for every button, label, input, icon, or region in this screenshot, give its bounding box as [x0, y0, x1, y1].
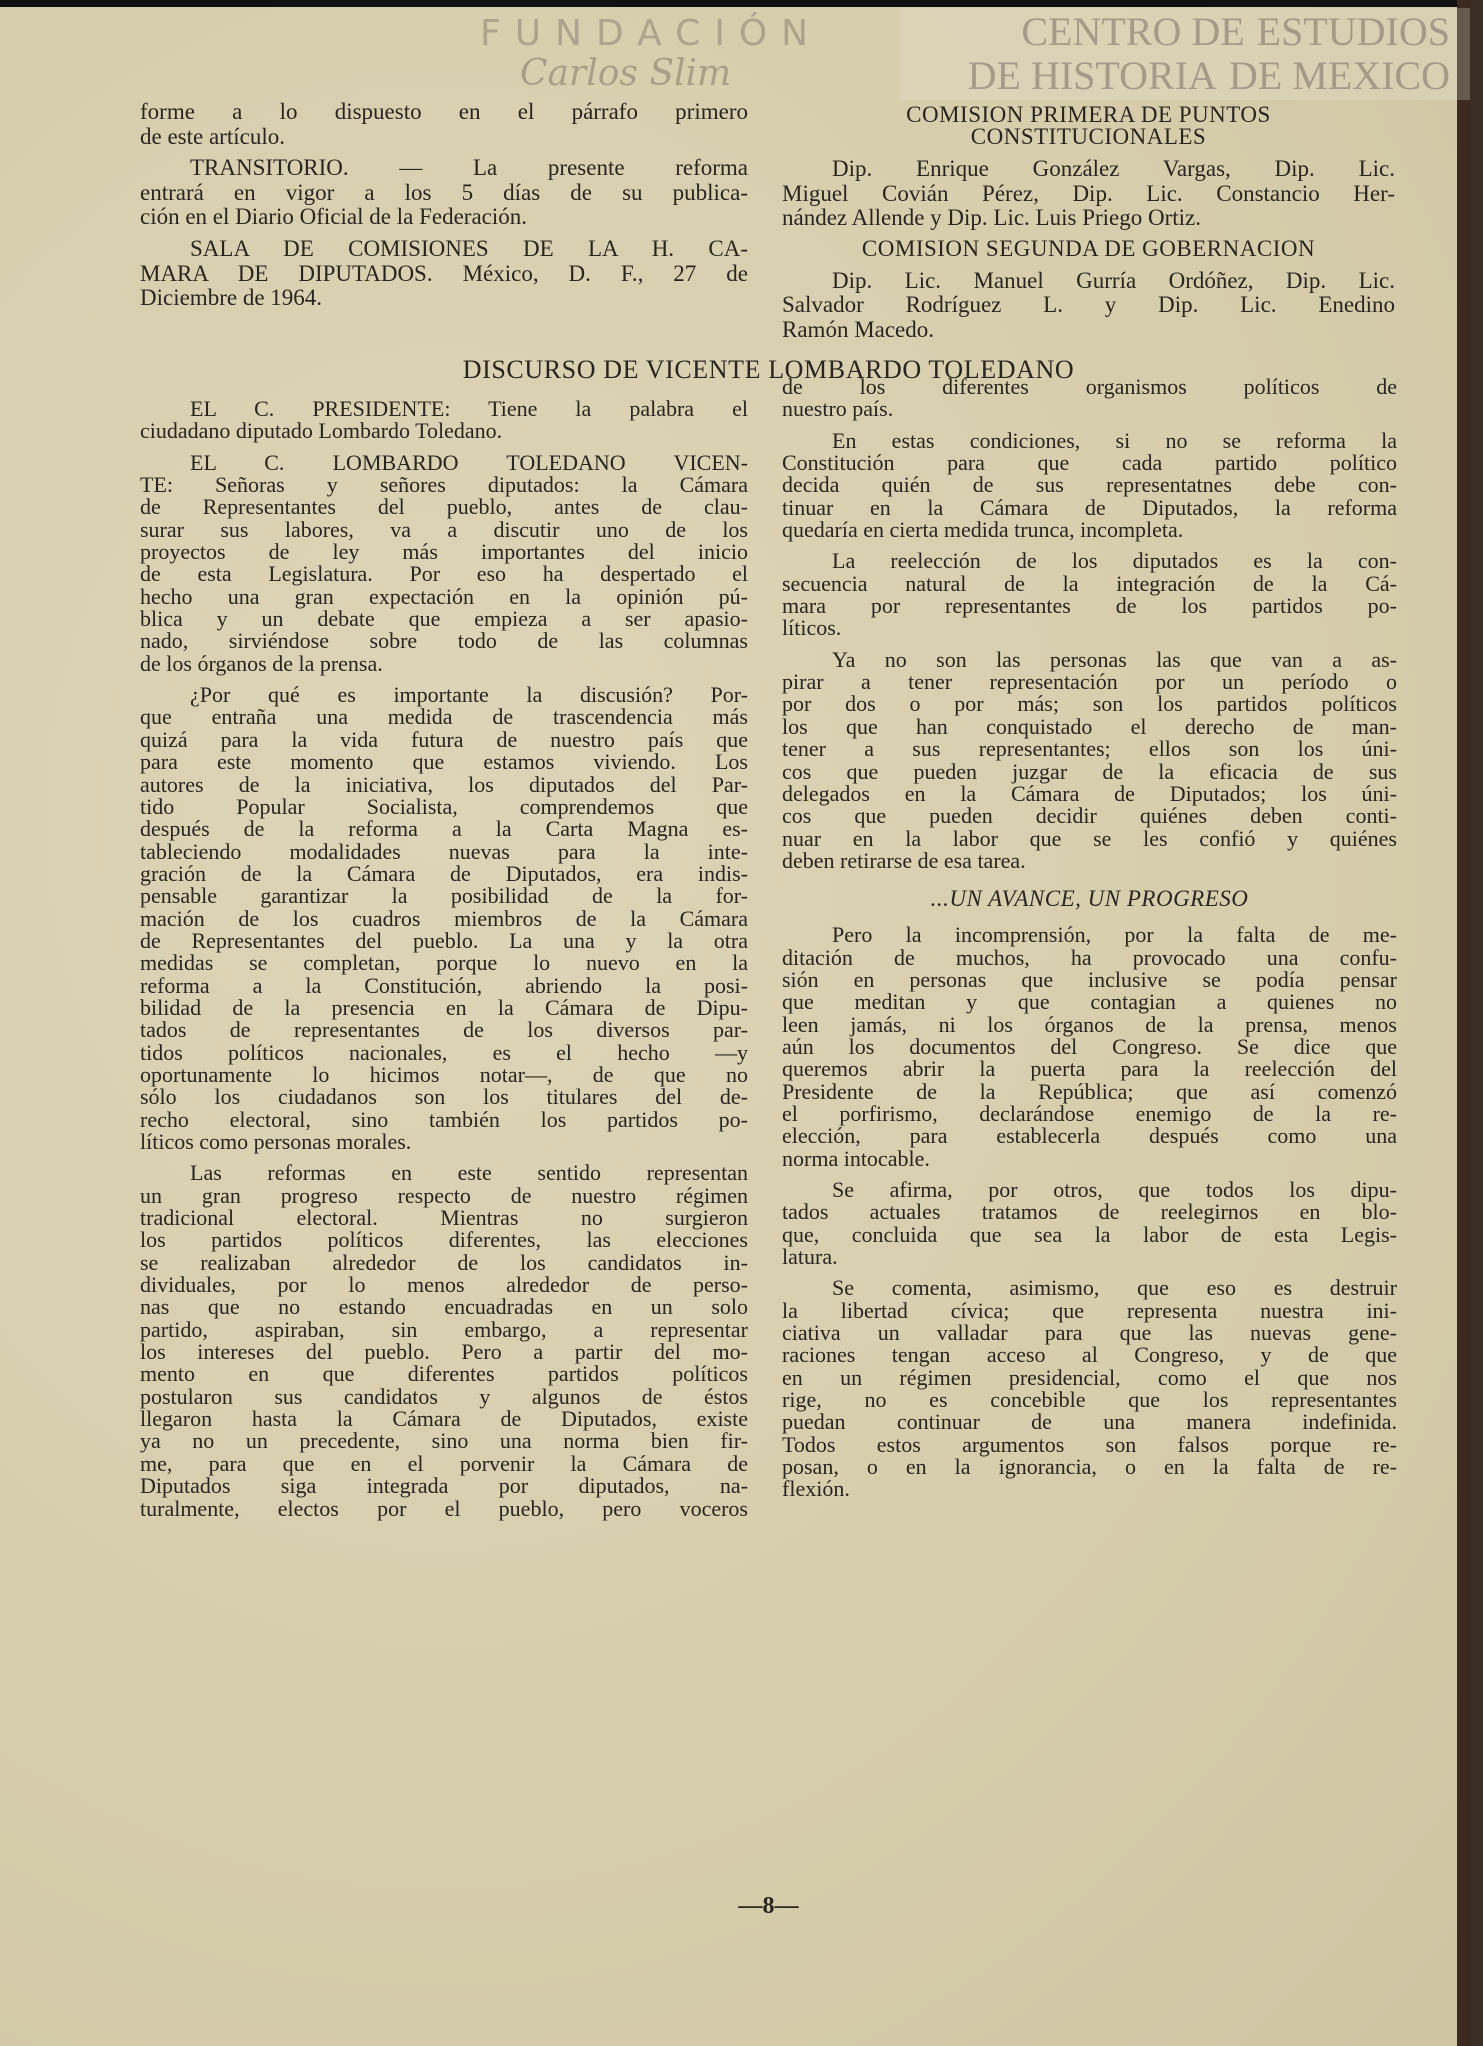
text-line: Ya no son las personas las que van a as- — [832, 646, 1397, 672]
text-line: Pero la incomprensión, por la falta de me- — [832, 922, 1397, 948]
text-line: decida quién de sus representatnes debe con- — [782, 472, 1397, 498]
text-line: el porfirismo, declarándose enemigo de la re- — [782, 1100, 1397, 1126]
text-line: me, para que en el porvenir la Cámara de — [140, 1450, 748, 1476]
text-line: de Representantes del pueblo. La una y la otra — [140, 927, 748, 953]
text-line: nuar en la labor que se les confió y quiénes — [782, 825, 1397, 851]
text-line: los que han conquistado el derecho de man- — [782, 713, 1397, 739]
paragraph — [782, 1277, 1397, 1500]
text-line: Diputados siga integrada por diputados, na- — [140, 1473, 748, 1499]
text-line: queremos abrir la puerta para la reelección del — [782, 1056, 1397, 1082]
text-line: postularon sus candidatos y algunos de éstos — [140, 1383, 748, 1409]
text-line: nuestro país. — [782, 396, 894, 422]
paragraph — [140, 449, 748, 676]
watermark-row — [956, 54, 1450, 98]
text-line: que meditan y que contagian a quienes no — [782, 989, 1397, 1015]
text-line: Salvador Rodríguez L. y Dip. Lic. Enedino — [782, 292, 1395, 318]
text-line: ya no un precedente, sino una norma bien fir- — [140, 1428, 748, 1454]
text-line: Miguel Covián Pérez, Dip. Lic. Constancio Her- — [782, 180, 1395, 206]
commission2-heading: COMISION SEGUNDA DE GOBERNACION — [861, 235, 1316, 261]
text-line: cos que pueden decidir quiénes deben conti- — [782, 803, 1397, 829]
text-line: ción en el Diario Oficial de la Federación. — [140, 204, 528, 230]
text-line: tido Popular Socialista, comprendemos que — [140, 793, 748, 819]
paragraph — [140, 100, 748, 149]
text-line: Dip. Enrique González Vargas, Dip. Lic. — [832, 156, 1395, 181]
text-line: SALA DE COMISIONES DE LA H. CA- — [190, 235, 748, 261]
paragraph — [140, 1162, 748, 1520]
top-right-section — [782, 104, 1395, 350]
archive-watermark — [900, 8, 1470, 100]
text-line: delegados en la Cámara de Diputados; los úni- — [782, 780, 1397, 806]
text-line: La reelección de los diputados es la con- — [832, 548, 1397, 574]
text-line: de este artículo. — [140, 123, 285, 149]
text-line: cos que pueden juzgar de la eficacia de sus — [782, 758, 1397, 784]
text-line: ciudadano diputado Lombardo Toledano. — [140, 418, 503, 444]
text-line: un gran progreso respecto de nuestro régimen — [140, 1182, 748, 1208]
text-line: Todos estos argumentos son falsos porque re- — [782, 1431, 1397, 1457]
paragraph — [140, 156, 748, 230]
text-line: reforma a la Constitución, abriendo la posi- — [140, 972, 748, 998]
commission2-members — [782, 269, 1395, 343]
paragraph — [782, 1277, 1397, 1500]
text-line: TE: Señoras y señores diputados: la Cámara — [140, 472, 748, 498]
text-line: de Representantes del pueblo, antes de clau- — [140, 494, 748, 520]
text-line: deben retirarse de esa tarea. — [782, 847, 1026, 873]
text-line: tados de representantes de los diversos par- — [140, 1017, 748, 1043]
text-line: quizá para la vida futura de nuestro país que — [140, 726, 748, 752]
text-line: ciativa un valladar para que las nuevas gene- — [782, 1320, 1397, 1346]
text-line: pirar a tener representación por un período o — [782, 669, 1397, 695]
commission1-heading: COMISION PRIMERA DE PUNTOS — [906, 102, 1271, 127]
scan-right-edge — [1457, 0, 1470, 2046]
text-line: Se afirma, por otros, que todos los dipu- — [832, 1177, 1397, 1202]
text-line: flexión. — [782, 1476, 850, 1502]
text-line: de los diferentes organismos políticos de — [782, 374, 1397, 399]
text-line: secuencia natural de la integración de la Cá- — [782, 570, 1397, 596]
text-line: llegaron hasta la Cámara de Diputados, existe — [140, 1406, 748, 1432]
text-line: sólo los ciudadanos son los titulares del de- — [140, 1084, 748, 1110]
text-line: Constitución para que cada partido político — [782, 450, 1397, 476]
paragraph — [782, 646, 1397, 873]
paragraph — [782, 427, 1397, 543]
text-line: que entraña una medida de trascendencia más — [140, 704, 748, 730]
text-line: mara por representantes de los partidos po- — [782, 593, 1397, 619]
text-line: después de la reforma a la Carta Magna es- — [140, 816, 748, 842]
text-line: dividuales, por lo menos alrededor de perso- — [140, 1272, 748, 1298]
paragraph — [140, 156, 748, 230]
text-line: MARA DE DIPUTADOS. México, D. F., 27 de — [140, 260, 748, 286]
text-line: ¿Por qué es importante la discusión? Por- — [190, 682, 748, 708]
text-line: pensable garantizar la posibilidad de la for- — [140, 883, 748, 909]
text-line: por dos o por más; son los partidos políticos — [782, 691, 1397, 717]
paragraph — [140, 684, 748, 1153]
text-line: bilidad de la presencia en la Cámara de Dipu- — [140, 994, 748, 1020]
paragraph-group — [140, 398, 748, 1520]
text-line: nández Allende y Dip. Lic. Luis Priego Ortiz. — [782, 205, 1202, 231]
paragraph — [782, 924, 1397, 1170]
text-line: tidos políticos nacionales, es el hecho —y — [140, 1039, 748, 1065]
paragraph — [782, 1179, 1397, 1268]
text-line: turalmente, electos por el pueblo, pero voceros — [140, 1495, 748, 1521]
paragraph — [782, 550, 1397, 639]
paragraph — [782, 550, 1397, 639]
text-line: partido, aspiraban, sin embargo, a representar — [140, 1316, 748, 1342]
text-line: tinuar en la Cámara de Diputados, la reforma — [782, 494, 1397, 520]
paragraph — [782, 924, 1397, 1170]
text-line: latura. — [782, 1244, 838, 1270]
text-line: oportunamente lo hicimos notar—, de que no — [140, 1061, 748, 1087]
text-line: tados actuales tratamos de reelegirnos en blo- — [782, 1199, 1397, 1225]
text-line: para este momento que estamos viviendo. Los — [140, 749, 748, 775]
text-line: los intereses del pueblo. Pero a partir del mo- — [140, 1339, 748, 1365]
text-line: aún los documentos del Congreso. Se dice que — [782, 1033, 1397, 1059]
text-line: medidas se completan, porque lo nuevo en la — [140, 950, 748, 976]
text-line: quedaría en cierta medida trunca, incompleta. — [782, 517, 1184, 543]
text-line: tener a sus representantes; ellos son los úni- — [782, 736, 1397, 762]
paragraph — [782, 376, 1397, 421]
archive-watermark-extra — [480, 14, 880, 94]
watermark-line: ESTUDIOS — [1256, 9, 1450, 54]
commission1-members — [782, 157, 1395, 231]
paragraph — [782, 1179, 1397, 1268]
text-line: forme a lo dispuesto en el párrafo primero — [140, 99, 748, 124]
text-line: líticos como personas morales. — [140, 1129, 412, 1154]
text-line: elección, para establecerla después como una — [782, 1123, 1397, 1149]
text-line: Ramón Macedo. — [782, 316, 935, 342]
text-line: posan, o en la ignorancia, o en la falta de re- — [782, 1454, 1397, 1480]
paragraph-group — [782, 924, 1397, 1501]
scan-top-edge — [0, 0, 1470, 7]
commission1-members — [782, 157, 1395, 231]
text-line: recho electoral, sino también los partidos po- — [140, 1106, 748, 1132]
top-left-section — [140, 100, 748, 318]
text-line: EL C. PRESIDENTE: Tiene la palabra el — [190, 396, 748, 421]
text-line: líticos. — [782, 615, 842, 641]
right-column — [782, 376, 1397, 1510]
paragraph — [140, 398, 748, 443]
text-line: Se comenta, asimismo, que eso es destruir — [832, 1275, 1397, 1301]
watermark-line: DE HISTORIA — [967, 53, 1217, 98]
text-line: los partidos políticos diferentes, las elecciones — [140, 1227, 748, 1253]
text-line: ditación de muchos, ha provocado una confu- — [782, 944, 1397, 970]
paragraph — [140, 398, 748, 443]
text-line: sión en personas que inclusive se podía pensar — [782, 966, 1397, 992]
paragraph — [140, 449, 748, 676]
commission2-members — [782, 269, 1395, 343]
watermark-line: CENTRO DE — [1021, 9, 1245, 54]
text-line: rige, no es concebible que los representantes — [782, 1387, 1397, 1413]
paragraph-group — [140, 100, 748, 311]
left-column — [140, 398, 748, 1529]
text-line: norma intocable. — [782, 1145, 930, 1171]
paragraph — [140, 237, 748, 311]
text-line: Dip. Lic. Manuel Gurría Ordóñez, Dip. Lic. — [832, 267, 1395, 293]
text-line: TRANSITORIO. — La presente reforma — [190, 155, 748, 181]
text-line: raciones tengan acceso al Congreso, y de que — [782, 1342, 1397, 1368]
paragraph — [782, 427, 1397, 543]
text-line: tableciendo modalidades nuevas para la inte- — [140, 838, 748, 864]
speech-title: DISCURSO DE VICENTE LOMBARDO TOLEDANO — [462, 355, 1075, 384]
watermark-foundation: FUNDACIÓN — [480, 13, 823, 54]
text-line: de los órganos de la prensa. — [140, 650, 383, 676]
text-line: mento en que diferentes partidos políticos — [140, 1361, 748, 1387]
text-line: se realizaban alrededor de los candidatos in- — [140, 1249, 748, 1275]
commission1-heading-line2: CONSTITUCIONALES — [970, 124, 1207, 149]
text-line: la libertad cívica; que representa nuestra ini- — [782, 1297, 1397, 1323]
paragraph — [140, 237, 748, 311]
page-number: —8— — [738, 1893, 799, 1919]
paragraph-group — [782, 376, 1397, 872]
text-line: Presidente de la República; que así comenzó — [782, 1078, 1397, 1104]
text-line: hecho una gran expectación en la opinión pú- — [140, 583, 748, 609]
text-line: nas que no estando encuadradas en un solo — [140, 1294, 748, 1320]
text-line: En estas condiciones, si no se reforma la — [832, 427, 1397, 453]
text-line: mación de los cuadros miembros de la Cámara — [140, 905, 748, 931]
watermark-line: DE MEXICO — [1228, 53, 1450, 98]
text-line: gración de la Cámara de Diputados, era indis- — [140, 860, 748, 886]
text-line: EL C. LOMBARDO TOLEDANO VICEN- — [190, 449, 748, 475]
watermark-row — [1009, 10, 1450, 54]
text-line: puedan continuar de una manera indefinida. — [782, 1409, 1397, 1435]
text-line: en un régimen presidencial, como el que nos — [782, 1364, 1397, 1390]
text-line: entrará en vigor a los 5 días de su publica- — [140, 179, 748, 205]
text-line: proyectos de ley más importantes del inicio — [140, 539, 748, 565]
paragraph — [140, 1162, 748, 1520]
text-line: tradicional electoral. Mientras no surgieron — [140, 1205, 748, 1231]
text-line: nado, sirviéndose sobre todo de las columnas — [140, 628, 748, 654]
text-line: Las reformas en este sentido representan — [190, 1160, 748, 1186]
watermark-signature: Carlos Slim — [520, 53, 732, 94]
text-line: que, concluida que sea la labor de esta Legis- — [782, 1221, 1397, 1247]
text-line: blica y un debate que empieza a ser apasio- — [140, 606, 748, 632]
paragraph — [782, 376, 1397, 421]
text-line: de esta Legislatura. Por eso ha despertado el — [140, 561, 748, 587]
text-line: Diciembre de 1964. — [140, 285, 323, 311]
text-line: leen jamás, ni los órganos de la prensa, menos — [782, 1011, 1397, 1037]
paragraph — [140, 684, 748, 1153]
text-line: surar sus labores, va a discutir uno de los — [140, 516, 748, 542]
section-subheading: ...UN AVANCE, UN PROGRESO — [930, 886, 1249, 912]
paragraph — [140, 100, 748, 149]
paragraph — [782, 646, 1397, 873]
text-line: autores de la iniciativa, los diputados del Par- — [140, 771, 748, 797]
